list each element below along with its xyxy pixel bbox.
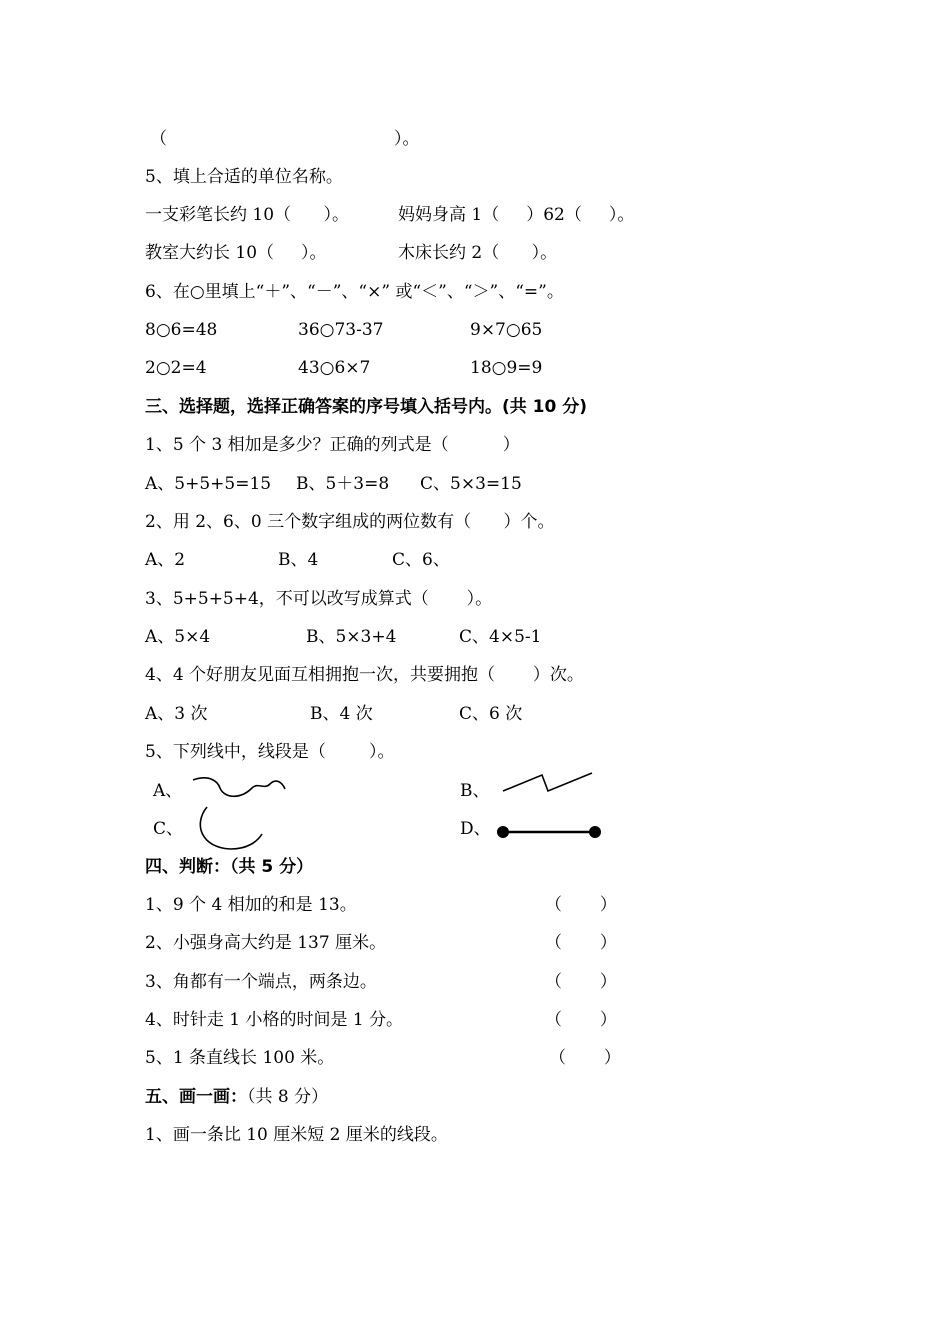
judge-4-statement: 4、时针走 1 小格的时间是 1 分。: [145, 1010, 404, 1030]
question-6-item-1: 8○6=48: [145, 320, 218, 340]
choice-3-option-b: B、5×3+4: [306, 627, 397, 647]
section-5-heading-title: 五、画一画：: [145, 1087, 247, 1107]
judge-1-statement: 1、9 个 4 相加的和是 13。: [145, 895, 357, 915]
judge-1-answer-blank: （ ）: [545, 895, 617, 915]
choice-1-question: 1、5 个 3 相加是多少？正确的列式是（ ）: [145, 435, 520, 455]
judge-3-statement: 3、角都有一个端点，两条边。: [145, 972, 377, 992]
question-6-title: 6、在○里填上“＋”、“－”、“×” 或“＜”、“＞”、“=”。: [145, 282, 564, 302]
question-6-item-4: 2○2=4: [145, 358, 207, 378]
judge-2-answer-blank: （ ）: [545, 933, 617, 953]
choice-1-option-a: A、5+5+5=15: [145, 474, 272, 494]
judge-4-answer-blank: （ ）: [545, 1010, 617, 1030]
choice-4-option-b: B、4 次: [310, 704, 373, 724]
question-5-item-classroom: 教室大约长 10（ ）。: [145, 243, 327, 263]
judge-5-answer-blank: （ ）: [549, 1048, 621, 1068]
wavy-line-figure: [190, 772, 290, 804]
judge-3-answer-blank: （ ）: [545, 972, 617, 992]
choice-2-question: 2、用 2、6、0 三个数字组成的两位数有（ ）个。: [145, 512, 555, 532]
choice-1-option-b: B、5＋3=8: [296, 474, 390, 494]
draw-1-instruction: 1、画一条比 10 厘米短 2 厘米的线段。: [145, 1125, 448, 1145]
question-6-item-6: 18○9=9: [470, 358, 543, 378]
judge-2-statement: 2、小强身高大约是 137 厘米。: [145, 933, 387, 953]
question-5-item-pen: 一支彩笔长约 10（ ）。: [145, 205, 349, 225]
choice-5-option-d-label: D、: [460, 819, 491, 839]
answer-blank-open: （: [150, 129, 167, 149]
section-5-heading-score: （共 8 分）: [247, 1087, 329, 1107]
section-5-heading: [145, 1087, 328, 1107]
choice-5-option-a-label: A、: [153, 781, 183, 801]
choice-5-option-b-label: B、: [460, 781, 490, 801]
question-6-item-3: 9×7○65: [470, 320, 543, 340]
question-6-item-5: 43○6×7: [298, 358, 371, 378]
choice-2-option-c: C、6、: [392, 550, 450, 570]
question-5-item-mom: 妈妈身高 1（ ）62（ ）。: [398, 205, 635, 225]
curve-arc-figure: [195, 804, 267, 852]
choice-3-question: 3、5+5+5+4，不可以改写成算式（ ）。: [145, 589, 493, 609]
judge-5-statement: 5、1 条直线长 100 米。: [145, 1048, 335, 1068]
choice-4-option-c: C、6 次: [459, 704, 523, 724]
choice-4-question: 4、4 个好朋友见面互相拥抱一次，共要拥抱（ ）次。: [145, 665, 584, 685]
choice-5-question: 5、下列线中，线段是（ ）。: [145, 742, 395, 762]
question-6-item-2: 36○73-37: [298, 320, 384, 340]
question-5-item-bed: 木床长约 2（ ）。: [398, 243, 558, 263]
choice-1-option-c: C、5×3=15: [420, 474, 522, 494]
choice-2-option-b: B、4: [278, 550, 319, 570]
zigzag-line-figure: [500, 770, 600, 796]
choice-3-option-c: C、4×5-1: [459, 627, 542, 647]
section-4-heading: 四、判断：（共 5 分）: [145, 857, 314, 877]
choice-4-option-a: A、3 次: [145, 704, 208, 724]
choice-5-option-c-label: C、: [153, 819, 184, 839]
choice-3-option-a: A、5×4: [145, 627, 211, 647]
section-3-heading: 三、选择题，选择正确答案的序号填入括号内。(共 10 分): [145, 397, 588, 417]
answer-blank-close: ）。: [394, 129, 420, 149]
choice-2-option-a: A、2: [145, 550, 186, 570]
question-5-title: 5、填上合适的单位名称。: [145, 167, 343, 187]
line-segment-figure: [494, 822, 604, 842]
